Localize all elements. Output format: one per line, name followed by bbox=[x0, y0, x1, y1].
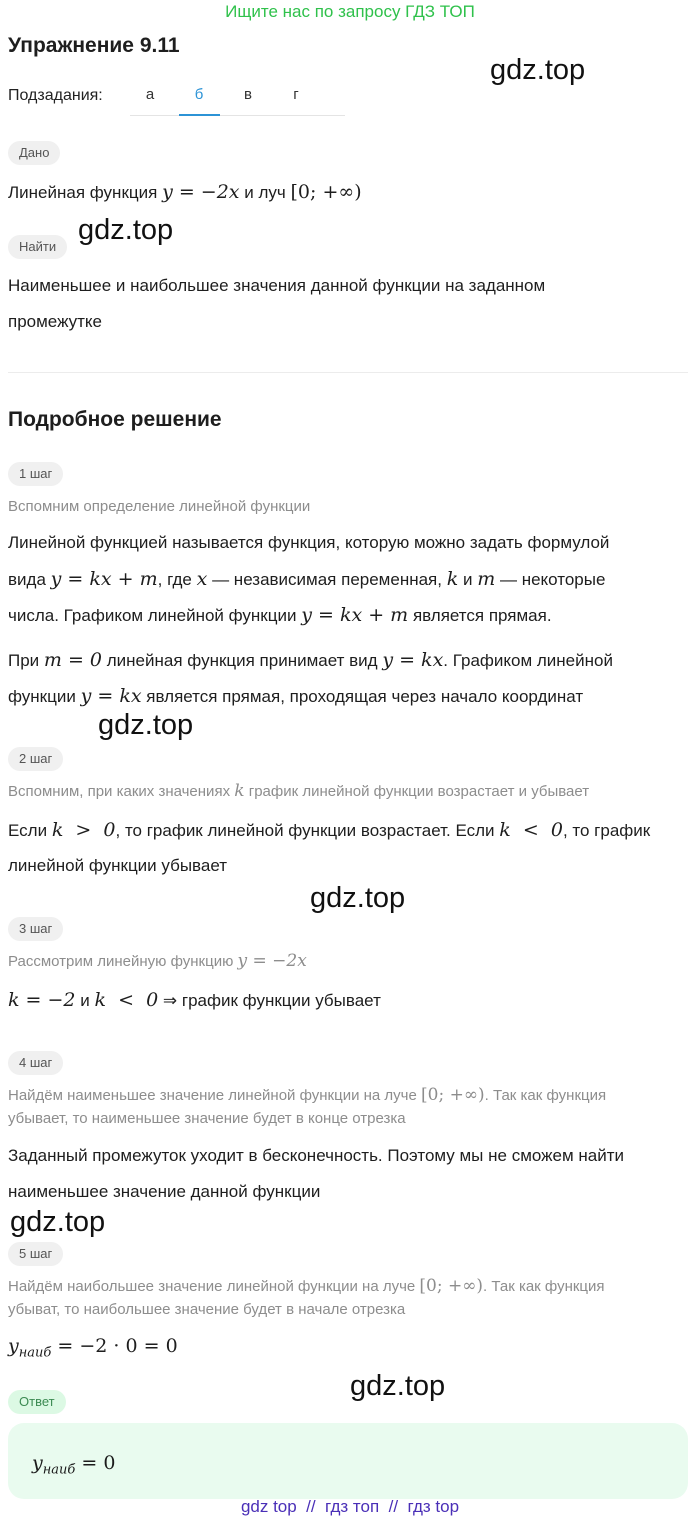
subtasks-label: Подзадания: bbox=[8, 87, 103, 104]
watermark: gdz.top bbox=[10, 1206, 106, 1238]
tab-g[interactable]: г bbox=[293, 86, 299, 103]
find-chip: Найти bbox=[8, 235, 67, 259]
watermark: gdz.top bbox=[98, 709, 194, 741]
given-chip: Дано bbox=[8, 141, 60, 165]
given-text: Линейная функция y = −2x и луч [0; +∞) bbox=[8, 181, 362, 203]
footer-links[interactable]: gdz top // гдз топ // гдз top bbox=[240, 1497, 460, 1516]
step4-chip: 4 шаг bbox=[8, 1051, 63, 1075]
step4-heading-2: убывает, то наименьшее значение будет в конце отрезка bbox=[8, 1110, 406, 1127]
watermark: gdz.top bbox=[310, 882, 406, 914]
subtask-tabs bbox=[130, 76, 345, 116]
tab-a[interactable]: а bbox=[145, 86, 155, 103]
step4-heading-1: Найдём наименьшее значение линейной функции на луче [0; +∞). Так как функция bbox=[8, 1085, 607, 1105]
step5-chip: 5 шаг bbox=[8, 1242, 63, 1266]
find-line-2: промежутке bbox=[8, 312, 102, 331]
step4-line-1: Заданный промежуток уходит в бесконечность. Поэтому мы не сможем найти bbox=[8, 1146, 625, 1165]
step1-line-3: числа. Графиком линейной функции y = kx + m является прямая. bbox=[8, 604, 552, 626]
divider bbox=[8, 372, 688, 373]
step2-line-1: Если k > 0, то график линейной функции возрастает. Если k < 0, то график bbox=[8, 819, 651, 841]
top-banner: Ищите нас по запросу ГДЗ ТОП bbox=[225, 2, 475, 21]
page-title: Упражнение 9.11 bbox=[8, 34, 180, 57]
watermark: gdz.top bbox=[350, 1370, 446, 1402]
answer-chip: Ответ bbox=[8, 1390, 66, 1414]
step1-line-2: вида y = kx + m, где x — независимая переменная, k и m — некоторые bbox=[8, 568, 606, 590]
step3-heading: Рассмотрим линейную функцию y = −2x bbox=[8, 951, 307, 971]
step5-heading-1: Найдём наибольшее значение линейной функции на луче [0; +∞). Так как функция bbox=[8, 1276, 605, 1296]
active-tab-indicator bbox=[179, 114, 220, 116]
watermark: gdz.top bbox=[490, 54, 586, 86]
step4-line-2: наименьшее значение данной функции bbox=[8, 1182, 321, 1201]
step1-line-5: функции y = kx является прямая, проходящая через начало координат bbox=[8, 685, 584, 707]
answer-box bbox=[8, 1423, 688, 1499]
answer-formula: $y_{наиб} = 0$ bbox=[32, 1452, 116, 1478]
step1-chip: 1 шаг bbox=[8, 462, 63, 486]
step3-chip: 3 шаг bbox=[8, 917, 63, 941]
watermark: gdz.top bbox=[78, 214, 174, 246]
step5-formula: $y_{наиб} = -2 \cdot 0 = 0$ bbox=[8, 1335, 178, 1361]
tab-v[interactable]: в bbox=[244, 86, 252, 103]
step3-line-1: k = −2 и k < 0 ⇒ график функции убывает bbox=[8, 989, 381, 1011]
step1-line-4: При m = 0 линейная функция принимает вид y = kx. Графиком линейной bbox=[8, 649, 613, 671]
tab-b[interactable]: б bbox=[194, 86, 204, 103]
solution-title: Подробное решение bbox=[8, 408, 222, 431]
step2-chip: 2 шаг bbox=[8, 747, 63, 771]
find-line-1: Наименьшее и наибольшее значения данной функции на заданном bbox=[8, 276, 546, 295]
step2-heading: Вспомним, при каких значениях k график линейной функции возрастает и убывает bbox=[8, 781, 590, 801]
step2-line-2: линейной функции убывает bbox=[8, 856, 228, 875]
step1-line-1: Линейной функцией называется функция, которую можно задать формулой bbox=[8, 533, 610, 552]
step5-heading-2: убыват, то наибольшее значение будет в начале отрезка bbox=[8, 1301, 406, 1318]
step1-heading: Вспомним определение линейной функции bbox=[8, 498, 311, 515]
